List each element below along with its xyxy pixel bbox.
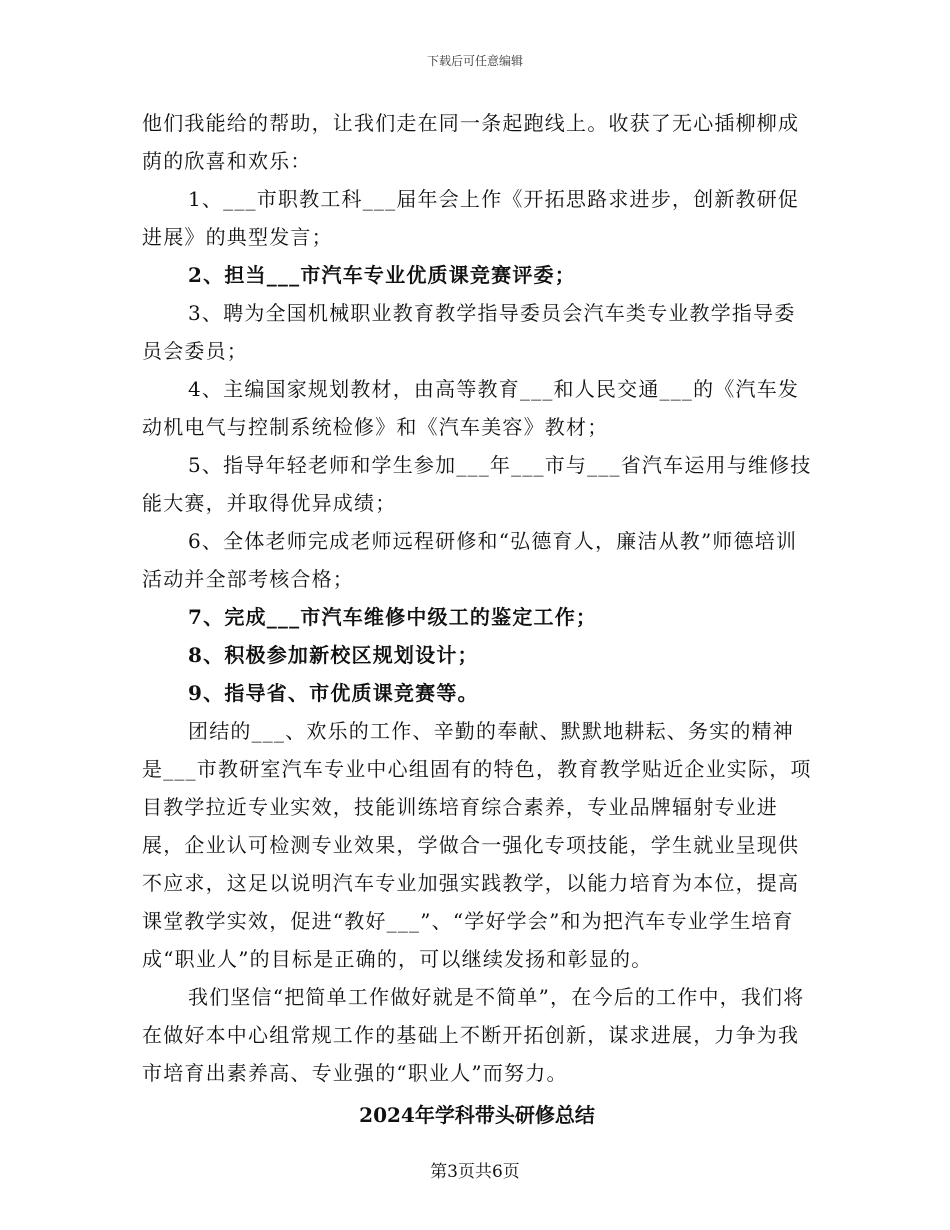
list-item-5: 5、指导年轻老师和学生参加___年___市与___省汽车运用与维修技能大赛，并取得优异成绩； xyxy=(142,453,812,515)
page-header: 下载后可任意编辑 xyxy=(426,54,523,68)
paragraph-closing: 我们坚信“把简单工作做好就是不简单”，在今后的工作中，我们将在做好本中心组常规工作的基础上不断开拓创新，谋求进展，力争为我市培育出素养高、专业强的“职业人”而努力。 xyxy=(142,985,805,1085)
page-footer: 第3页共6页 xyxy=(430,1162,520,1182)
list-item-4: 4、主编国家规划教材，由高等教育___和人民交通___的《汽车发动机电气与控制系统检修》和《汽车美容》教材； xyxy=(142,377,800,439)
list-item-8: 8、积极参加新校区规划设计； xyxy=(188,643,479,667)
list-item-3: 3、聘为全国机械职业教育教学指导委员会汽车类专业教学指导委员会委员； xyxy=(142,301,796,363)
list-item-1: 1、___市职教工科___届年会上作《开拓思路求进步，创新教研促进展》的典型发言； xyxy=(142,187,800,249)
list-item-9: 9、指导省、市优质课竞赛等。 xyxy=(188,681,479,705)
paragraph-summary: 团结的___、欢乐的工作、辛勤的奉献、默默地耕耘、务实的精神是___市教研室汽车专业中心组固有的特色，教育教学贴近企业实际，项目教学拉近专业实效，技能训练培育综合素养，专业品牌辐射专业进展，企业认可检测专业效果，学做合一强化专项技能，学生就业呈现供不应求，这足以说明汽车专业加强实践教学，以能力培育为本位，提高课堂教学实效，促进“教好___”、“学好学会”和为把汽车专业学生培育成“职业人”的目标是正确的，可以继续发扬和彰显的。 xyxy=(142,719,812,971)
paragraph-intro: 他们我能给的帮助，让我们走在同一条起跑线上。收获了无心插柳柳成荫的欣喜和欢乐： xyxy=(142,111,800,173)
document-body xyxy=(142,104,812,1134)
list-item-7: 7、完成___市汽车维修中级工的鉴定工作； xyxy=(188,605,598,629)
section-title: 2024年学科带头研修总结 xyxy=(359,1103,595,1127)
list-item-2: 2、担当___市汽车专业优质课竞赛评委； xyxy=(188,263,576,287)
list-item-6: 6、全体老师完成老师远程研修和“弘德育人，廉洁从教”师德培训活动并全部考核合格； xyxy=(142,529,798,591)
